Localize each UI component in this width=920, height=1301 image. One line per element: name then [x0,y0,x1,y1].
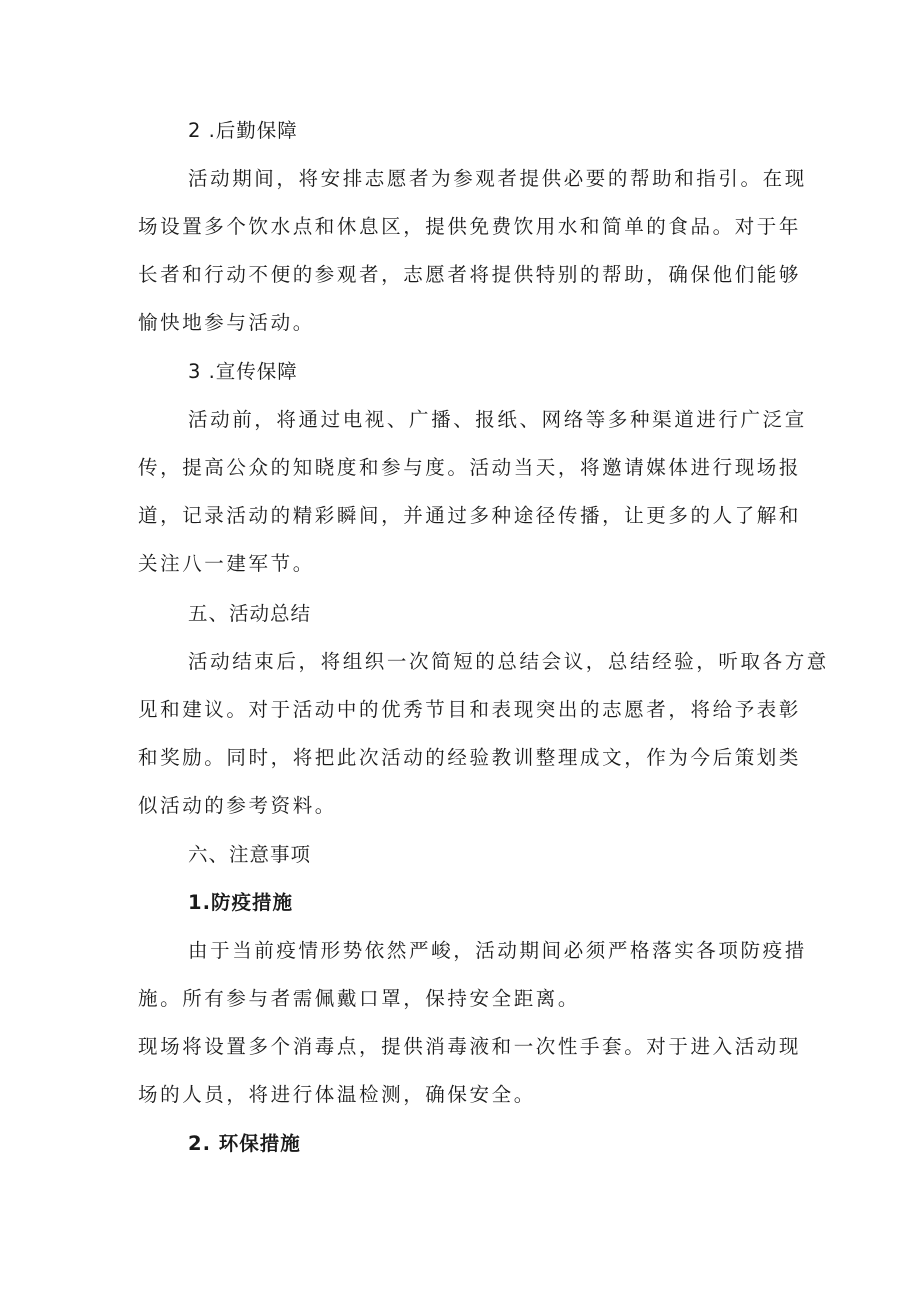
paragraph-line: 由于当前疫情形势依然严峻，活动期间必须严格落实各项防疫措 [188,939,807,962]
subsection-heading-environment: 2. 环保措施 [188,1132,301,1155]
paragraph-line: 和奖励。同时，将把此次活动的经验教训整理成文，作为今后策划类 [138,746,802,769]
paragraph-line: 见和建议。对于活动中的优秀节目和表现突出的志愿者，将给予表彰 [138,698,802,721]
section-heading-logistics: 2 .后勤保障 [188,119,298,142]
paragraph-line: 长者和行动不便的参观者，志愿者将提供特别的帮助，确保他们能够 [138,263,802,286]
paragraph-line: 施。所有参与者需佩戴口罩，保持安全距离。 [138,987,581,1010]
section-heading-summary: 五、活动总结 [188,602,312,625]
paragraph-line: 关注八一建军节。 [138,552,315,575]
paragraph-line: 场的人员，将进行体温检测，确保安全。 [138,1083,536,1106]
paragraph-line: 愉快地参与活动。 [138,311,315,334]
paragraph-line: 活动期间，将安排志愿者为参观者提供必要的帮助和指引。在现 [188,167,807,190]
paragraph-line: 道，记录活动的精彩瞬间，并通过多种途径传播，让更多的人了解和 [138,504,802,527]
section-heading-notes: 六、注意事项 [188,843,312,866]
paragraph-line: 似活动的参考资料。 [138,794,337,817]
subsection-heading-epidemic: 1.防疫措施 [188,891,293,914]
paragraph-line: 现场将设置多个消毒点，提供消毒液和一次性手套。对于进入活动现 [138,1035,802,1058]
section-heading-publicity: 3 .宣传保障 [188,360,298,383]
paragraph-line: 传，提高公众的知晓度和参与度。活动当天，将邀请媒体进行现场报 [138,456,802,479]
paragraph-line: 活动前，将通过电视、广播、报纸、网络等多种渠道进行广泛宣 [188,408,807,431]
paragraph-line: 场设置多个饮水点和休息区，提供免费饮用水和简单的食品。对于年 [138,215,802,238]
paragraph-line: 活动结束后，将组织一次简短的总结会议，总结经验，听取各方意 [188,650,829,673]
